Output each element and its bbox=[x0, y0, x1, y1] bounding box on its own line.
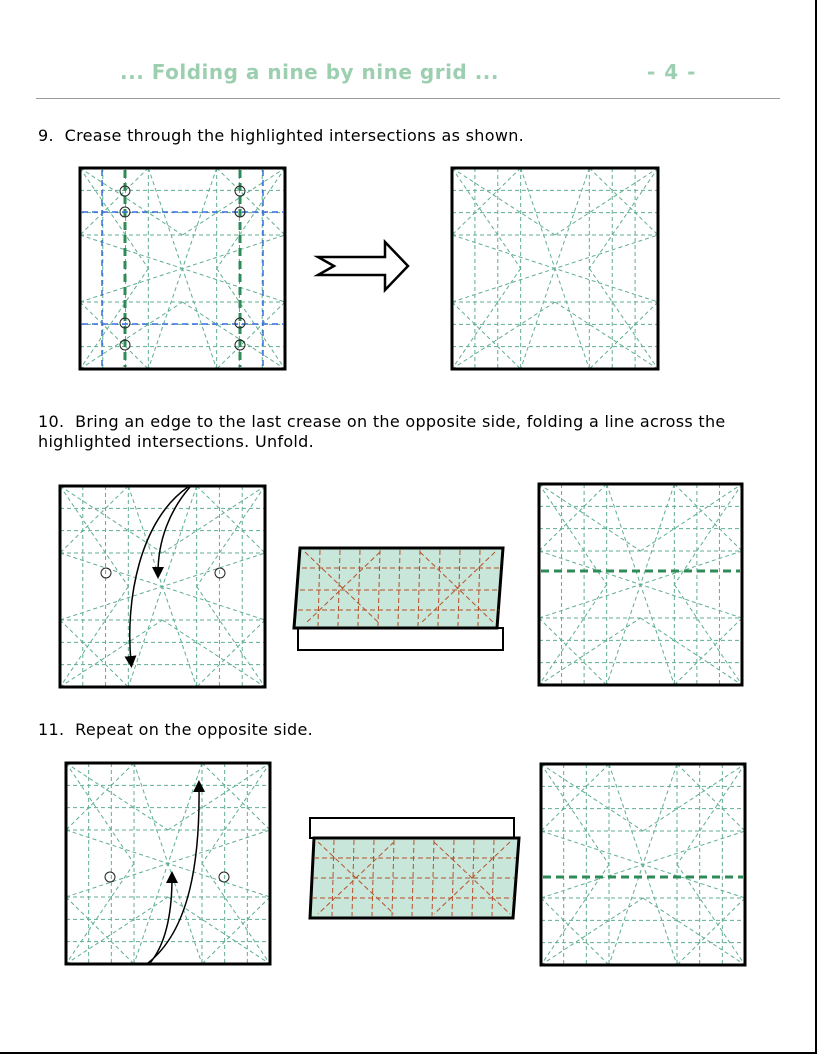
grid-crease-diagonal bbox=[183, 302, 286, 369]
grid-crease-diagonal bbox=[541, 764, 609, 831]
grid-crease-diagonal bbox=[197, 587, 265, 688]
grid-crease-diagonal bbox=[80, 168, 148, 269]
grid-crease-diagonal bbox=[541, 764, 643, 831]
grid-crease-diagonal bbox=[452, 269, 521, 370]
grid-crease-diagonal bbox=[539, 618, 607, 685]
grid-crease-diagonal bbox=[674, 618, 742, 685]
grid-crease-diagonal bbox=[66, 763, 168, 830]
grid-crease-diagonal bbox=[677, 865, 745, 966]
grid-crease-diagonal bbox=[168, 897, 270, 964]
grid-crease-diagonal bbox=[555, 168, 658, 235]
grid-crease-diagonal bbox=[60, 620, 128, 687]
grid-crease-diagonal bbox=[674, 484, 742, 551]
intersection-marker bbox=[215, 568, 225, 578]
grid-crease-diagonal bbox=[541, 898, 643, 965]
grid-crease-diagonal bbox=[66, 763, 134, 830]
grid-crease-diagonal bbox=[197, 486, 265, 553]
grid-crease-diagonal bbox=[452, 168, 521, 269]
step-10-grid-result bbox=[539, 484, 742, 685]
grid-crease-diagonal bbox=[541, 865, 609, 966]
grid-crease-diagonal bbox=[452, 168, 555, 235]
grid-crease-diagonal bbox=[643, 764, 745, 831]
grid-crease-diagonal bbox=[452, 302, 521, 369]
grid-crease-diagonal bbox=[541, 764, 609, 865]
grid-crease-diagonal bbox=[66, 897, 134, 964]
grid-crease-diagonal bbox=[539, 618, 641, 685]
grid-crease-diagonal bbox=[539, 585, 607, 686]
grid-crease-diagonal bbox=[60, 587, 128, 688]
step-10-folded-paper bbox=[294, 548, 503, 650]
grid-crease-diagonal bbox=[539, 484, 641, 551]
grid-crease-diagonal bbox=[674, 484, 742, 585]
grid-crease-diagonal bbox=[589, 168, 658, 235]
grid-crease-diagonal bbox=[589, 302, 658, 369]
step-9-instruction: 9. Crease through the highlighted intersections as shown. bbox=[38, 126, 525, 145]
step-arrow-icon bbox=[318, 242, 408, 290]
grid-crease-diagonal bbox=[60, 620, 163, 687]
grid-crease-diagonal bbox=[60, 486, 163, 553]
step-11-instruction: 11. Repeat on the opposite side. bbox=[38, 720, 314, 739]
grid-crease-diagonal bbox=[539, 484, 607, 551]
grid-crease-diagonal bbox=[202, 763, 270, 864]
grid-crease-diagonal bbox=[80, 269, 148, 370]
intersection-marker bbox=[219, 872, 229, 882]
intersection-marker bbox=[105, 872, 115, 882]
grid-crease-diagonal bbox=[674, 585, 742, 686]
grid-crease-diagonal bbox=[202, 864, 270, 965]
step-9-grid-after bbox=[452, 168, 658, 369]
grid-crease-diagonal bbox=[66, 763, 134, 864]
step-10-instruction: 10. Bring an edge to the last crease on the opposite side, folding a line across the highlighted intersections. Unfold. bbox=[38, 412, 726, 451]
grid-crease-diagonal bbox=[217, 302, 285, 369]
page-number: - 4 - bbox=[647, 60, 697, 84]
grid-crease-diagonal bbox=[80, 302, 148, 369]
grid-crease-diagonal bbox=[589, 269, 658, 370]
grid-crease-diagonal bbox=[589, 168, 658, 269]
step-11-grid-fold bbox=[66, 763, 270, 964]
grid-crease-diagonal bbox=[555, 302, 658, 369]
page-title: ... Folding a nine by nine grid ... bbox=[120, 60, 499, 84]
grid-crease-diagonal bbox=[677, 764, 745, 831]
grid-crease-diagonal bbox=[452, 168, 521, 235]
step-11-folded-paper bbox=[310, 818, 519, 918]
step-11-grid-result bbox=[541, 764, 745, 965]
paper-back-layer bbox=[310, 818, 514, 838]
grid-crease-diagonal bbox=[66, 897, 168, 964]
step-9-grid-before bbox=[80, 168, 285, 369]
grid-crease-diagonal bbox=[541, 898, 609, 965]
grid-crease-diagonal bbox=[641, 484, 743, 551]
grid-crease-diagonal bbox=[197, 486, 265, 587]
grid-crease-diagonal bbox=[677, 898, 745, 965]
grid-crease-diagonal bbox=[66, 864, 134, 965]
grid-crease-diagonal bbox=[163, 486, 266, 553]
grid-crease-diagonal bbox=[677, 764, 745, 865]
grid-crease-diagonal bbox=[643, 898, 745, 965]
grid-crease-diagonal bbox=[539, 551, 742, 618]
grid-crease-diagonal bbox=[80, 168, 183, 235]
grid-crease-diagonal bbox=[217, 269, 285, 370]
grid-crease-diagonal bbox=[60, 486, 128, 553]
step-10-grid-fold bbox=[60, 486, 265, 687]
paper-back-layer bbox=[298, 628, 503, 650]
grid-crease-diagonal bbox=[168, 763, 270, 830]
grid-crease-diagonal bbox=[163, 620, 266, 687]
grid-crease-diagonal bbox=[80, 168, 148, 235]
grid-crease-diagonal bbox=[539, 484, 607, 585]
grid-crease-diagonal bbox=[183, 168, 286, 235]
fold-arrow bbox=[158, 487, 190, 573]
grid-crease-diagonal bbox=[217, 168, 285, 269]
grid-crease-diagonal bbox=[197, 620, 265, 687]
grid-crease-diagonal bbox=[60, 486, 128, 587]
grid-crease-diagonal bbox=[641, 618, 743, 685]
grid-crease-diagonal bbox=[452, 302, 555, 369]
grid-crease-diagonal bbox=[80, 302, 183, 369]
grid-crease-diagonal bbox=[217, 168, 285, 235]
grid-crease-diagonal bbox=[202, 763, 270, 830]
grid-crease-diagonal bbox=[202, 897, 270, 964]
fold-arrow bbox=[148, 786, 199, 963]
